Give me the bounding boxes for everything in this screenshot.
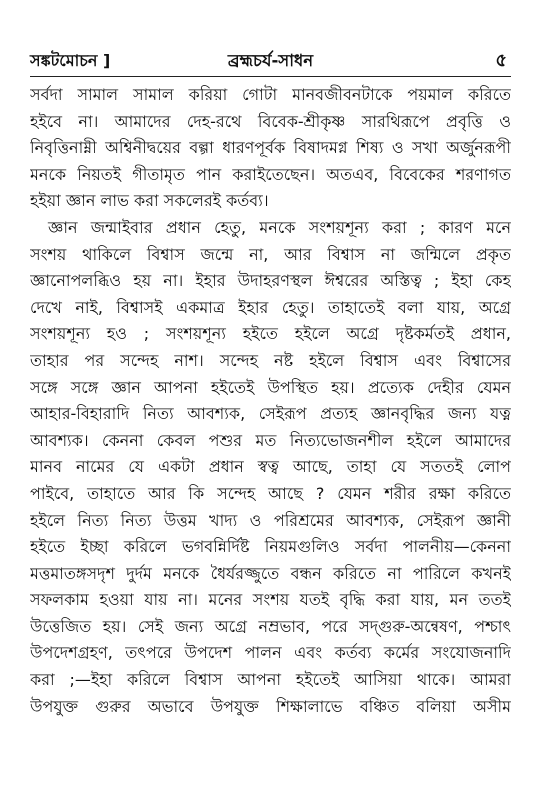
text-line: সঙ্গে সঙ্গে জ্ঞান আপনা হইতেই উপস্থিত হয়। প্রত্যেক দেহীর যেমন [30, 377, 511, 397]
text-line: দেখে নাই, বিশ্বাসই একমাত্র ইহার হেতু। তাহাতেই বলা যায়, অগ্রে [30, 297, 511, 317]
page-number: ৫ [495, 50, 507, 71]
paragraph [30, 215, 511, 720]
text-line: সফলকাম হওয়া যায় না। মনের সংশয় যতই বৃদ্ধি করা যায়, মন ততই [30, 590, 511, 610]
text-line: উত্তেজিত হয়। সেই জন্য অগ্রে নম্রভাব, পরে সদ্গুরু-অন্বেষণ, পশ্চাৎ [30, 616, 511, 636]
text-line: সর্বদা সামাল সামাল করিয়া গোটা মানবজীবনটাকে পয়মাল করিতে [30, 85, 511, 104]
text-line: তাহার পর সন্দেহ নাশ। সন্দেহ নষ্ট হইলে বিশ্বাস এবং বিশ্বাসের [30, 350, 511, 370]
text-line: মানব নামের যে একটা প্রধান স্বত্ব আছে, তাহা যে সততই লোপ [30, 457, 511, 477]
text-line: পাইবে, তাহাতে আর কি সন্দেহ আছে ? যেমন শরীর রক্ষা করিতে [30, 483, 511, 503]
header-rule [30, 76, 511, 77]
text-line: নিবৃত্তিনাম্নী অশ্বিনীদ্বয়ের বল্গা ধারণপূর্বক বিষাদমগ্ন শিষ্য ও সখা অর্জুনরূপী [30, 138, 511, 158]
header-book-title: ব্রহ্মচর্য-সাধন [227, 51, 314, 70]
text-line: উপদেশগ্রহণ, তৎপরে উপদেশ পালন এবং কর্তব্য কর্মের সংযোজনাদি [30, 643, 511, 663]
text-line: আবশ্যক। কেননা কেবল পশুর মত নিত্যভোজনশীল হইলে আমাদের [30, 430, 511, 450]
text-line: হইবে না। আমাদের দেহ-রথে বিবেক-শ্রীকৃষ্ণ সারথিরূপে প্রবৃত্তি ও [30, 111, 511, 131]
text-line: সংশয় থাকিলে বিশ্বাস জন্মে না, আর বিশ্বাস না জন্মিলে প্রকৃত [30, 244, 511, 264]
text-line: হইতে ইচ্ছা করিলে ভগবন্নির্দিষ্ট নিয়মগুলিও সর্বদা পালনীয়—কেননা [30, 537, 511, 557]
text-line: করা ;—ইহা করিলে বিশ্বাস আপনা হইতেই আসিয়া থাকে। আমরা [30, 670, 511, 690]
text-line: জ্ঞানোপলব্ধিও হয় না। ইহার উদাহরণস্থল ঈশ্বরের অস্তিত্ব ; ইহা কেহ [30, 271, 511, 291]
text-line: উপযুক্ত গুরুর অভাবে উপযুক্ত শিক্ষালাভে বঞ্চিত বলিয়া অসীম [30, 696, 511, 716]
text-line: জ্ঞান জন্মাইবার প্রধান হেতু, মনকে সংশয়শূন্য করা ; কারণ মনে [48, 217, 511, 237]
running-header [30, 44, 511, 74]
text-line: মনকে নিয়তই গীতামৃত পান করাইতেছেন। অতএব, বিবেকের শরণাগত [30, 164, 511, 184]
header-chapter-title: সঙ্কটমোচন ] [30, 51, 111, 70]
paragraph [30, 82, 511, 215]
body-text [30, 82, 511, 720]
text-line: মত্তমাতঙ্গসদৃশ দুর্দম মনকে ধৈর্যরজ্জুতে বন্ধন করিতে না পারিলে কখনই [30, 563, 511, 583]
text-line: হইলে নিত্য নিত্য উত্তম খাদ্য ও পরিশ্রমের আবশ্যক, সেইরূপ জ্ঞানী [30, 510, 511, 530]
text-line: সংশয়শূন্য হও ; সংশয়শূন্য হইতে হইলে অগ্রে দৃষ্টকর্মতই প্রধান, [30, 324, 511, 344]
text-line: আহার-বিহারাদি নিত্য আবশ্যক, সেইরূপ প্রত্যহ জ্ঞানবৃদ্ধির জন্য যত্ন [30, 404, 511, 424]
text-line: হইয়া জ্ঞান লাভ করা সকলেরই কর্তব্য। [30, 191, 269, 211]
